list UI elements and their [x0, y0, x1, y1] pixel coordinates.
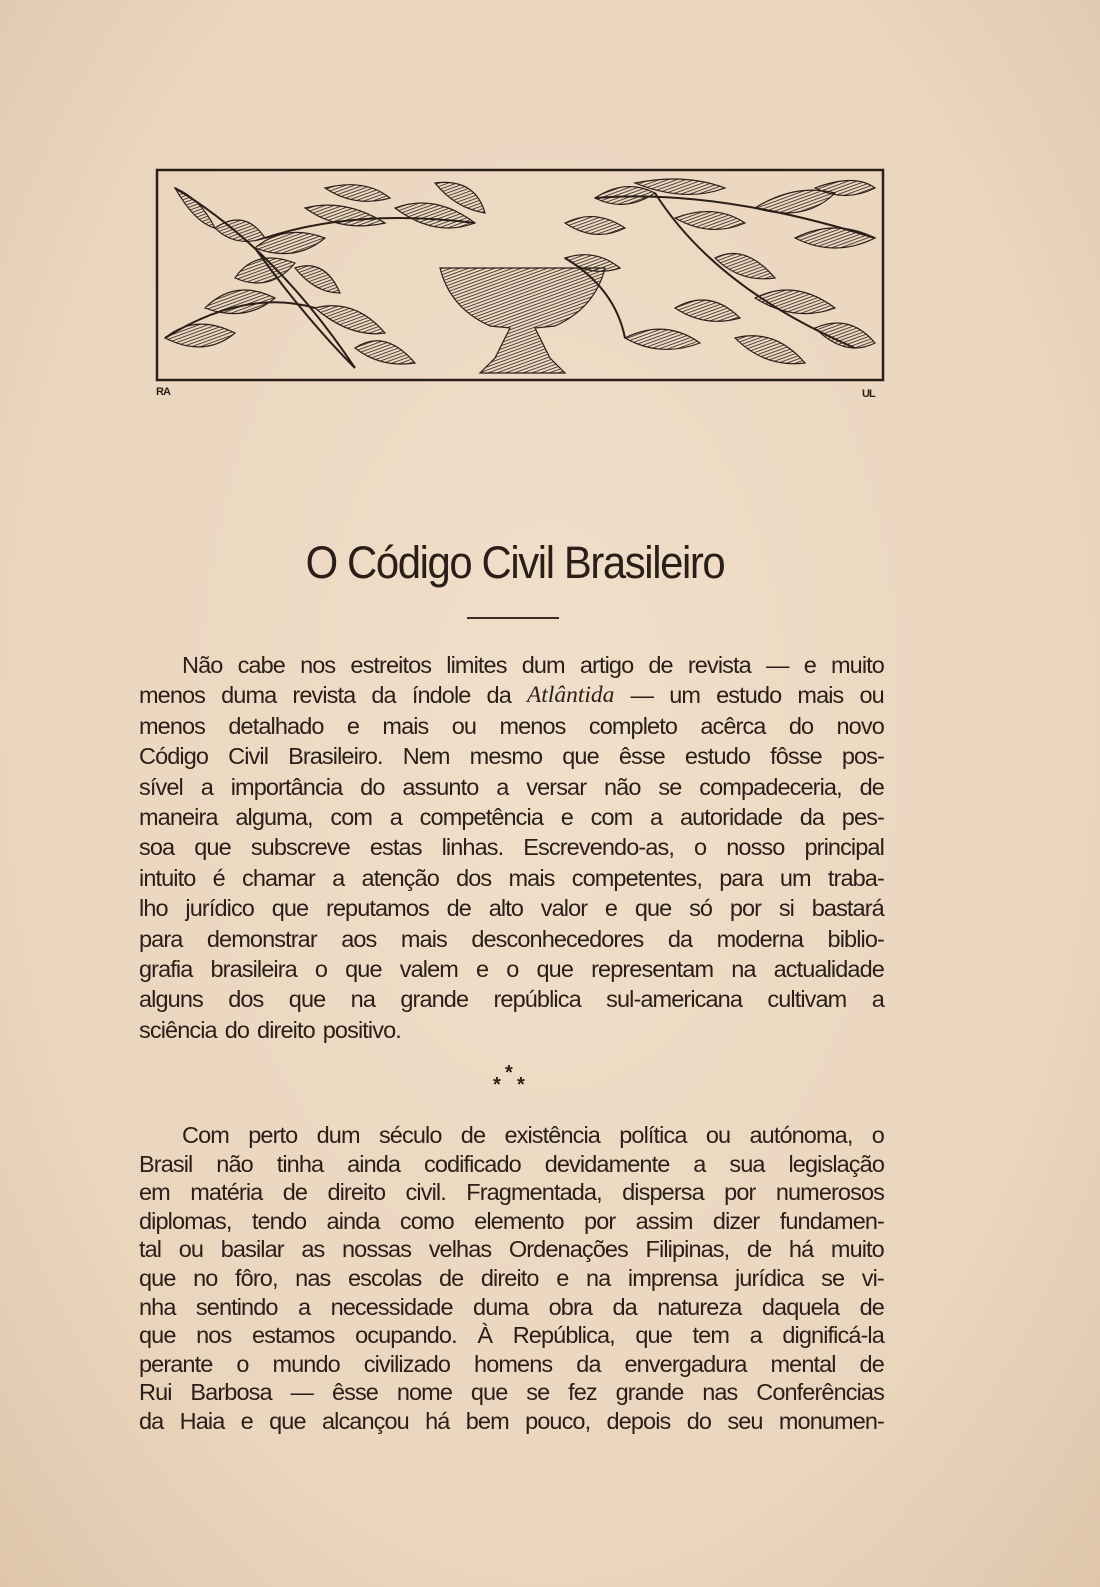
word: mundo — [272, 1350, 340, 1377]
word: um — [669, 682, 701, 709]
word: velhas — [428, 1236, 492, 1263]
word: da — [612, 1293, 637, 1320]
word: da — [371, 682, 396, 709]
word: necessidade — [330, 1293, 453, 1320]
word: a — [297, 1293, 311, 1320]
word: sentindo — [195, 1293, 278, 1320]
word: que — [470, 1379, 508, 1406]
word: Filipinas, — [645, 1236, 730, 1263]
word: perto — [248, 1122, 298, 1148]
word: limites — [446, 652, 507, 678]
word: sível — [139, 773, 183, 800]
paragraph-1 — [139, 650, 884, 1045]
word: nos — [196, 1322, 232, 1349]
asterism-divider: * * * — [493, 1062, 525, 1096]
word: muito — [831, 652, 884, 678]
word: do — [224, 1016, 250, 1043]
word: nas — [702, 1379, 738, 1406]
word: legislação — [788, 1150, 884, 1177]
word: novo — [836, 712, 884, 739]
word: e — [240, 1407, 253, 1434]
paragraph-2 — [139, 1121, 884, 1436]
word: sul-americana — [606, 986, 743, 1013]
word: moderna — [716, 925, 804, 952]
word: Civil — [228, 743, 269, 770]
word: fundamen- — [779, 1207, 884, 1234]
word: de — [282, 1179, 308, 1206]
text-line — [139, 1407, 884, 1436]
word: artigo — [579, 652, 634, 678]
word: nosso — [726, 834, 785, 861]
word: de — [746, 1236, 772, 1263]
word: — — [630, 682, 654, 709]
word: mental — [770, 1350, 836, 1377]
word: nas — [295, 1264, 331, 1291]
text-line — [139, 863, 884, 893]
text-line — [139, 1207, 884, 1236]
text-line — [139, 711, 884, 741]
word: natureza — [657, 1293, 742, 1320]
word: civilizado — [363, 1350, 451, 1377]
word: Nem — [402, 743, 450, 770]
text-line — [139, 650, 884, 680]
word: de — [648, 652, 673, 678]
word: menos — [499, 712, 566, 739]
word: mais — [797, 682, 844, 709]
word: devidamente — [544, 1150, 670, 1177]
word: que — [139, 1264, 176, 1291]
word: completo — [588, 712, 677, 739]
word: si — [778, 895, 794, 922]
article-title: O Código Civil Brasileiro — [305, 537, 725, 588]
word: por — [584, 1207, 616, 1234]
word: alcançou — [321, 1407, 409, 1434]
word: aos — [341, 925, 377, 952]
word: êsse — [618, 743, 665, 770]
word: tal — [139, 1236, 162, 1263]
text-line — [139, 1293, 884, 1322]
text-line — [139, 1150, 884, 1179]
word: da — [139, 1407, 164, 1434]
word: da — [486, 682, 511, 709]
word: é — [212, 864, 225, 891]
text-line — [139, 1015, 884, 1045]
word: se — [821, 1264, 845, 1291]
word: há — [788, 1236, 814, 1263]
word: século — [378, 1122, 442, 1148]
word: não — [216, 1150, 253, 1177]
word: se — [658, 773, 682, 800]
word: ou — [705, 1122, 731, 1148]
word: de — [438, 1264, 464, 1291]
word: dos — [228, 986, 264, 1013]
word: mesmo — [469, 743, 543, 770]
word: que — [288, 986, 326, 1013]
word: existência — [504, 1122, 600, 1148]
text-line — [139, 772, 884, 802]
word: como — [399, 1207, 454, 1234]
word: chamar — [242, 864, 315, 891]
word: obra — [548, 1293, 593, 1320]
word: muito — [830, 1236, 884, 1263]
word: mais — [382, 712, 429, 739]
word: que — [634, 895, 672, 922]
word: elemento — [474, 1207, 564, 1234]
word: estudo — [684, 743, 751, 770]
word: fez — [568, 1379, 597, 1406]
word: direito — [480, 1264, 539, 1291]
text-line — [139, 954, 884, 984]
word: basilar — [220, 1236, 284, 1263]
word: dispersa — [622, 1179, 704, 1206]
word: para — [719, 864, 763, 891]
word: que — [271, 895, 309, 922]
word: homens — [474, 1350, 553, 1377]
word: êsse — [331, 1379, 378, 1406]
word: nossas — [342, 1236, 412, 1263]
word: um — [779, 864, 811, 891]
word: por — [724, 1179, 756, 1206]
word: república — [493, 986, 581, 1013]
word: a — [389, 803, 402, 830]
word: do — [788, 712, 814, 739]
word: de — [460, 1122, 486, 1148]
word: e — [476, 955, 489, 982]
word: soa — [139, 834, 175, 861]
word: linhas. — [441, 834, 504, 861]
text-line — [139, 741, 884, 771]
word: se — [526, 1379, 550, 1406]
word: Com — [182, 1122, 229, 1148]
text-line — [139, 832, 884, 862]
word: traba- — [827, 864, 884, 891]
word: — — [765, 652, 789, 678]
word: e — [556, 1264, 569, 1291]
word: biblio- — [827, 925, 884, 952]
word: importância — [230, 773, 343, 800]
word: assunto — [402, 773, 479, 800]
word: reputamos — [325, 895, 429, 922]
word: representam — [591, 955, 714, 982]
word: do — [360, 773, 385, 800]
word: competência — [419, 803, 544, 830]
text-line — [139, 984, 884, 1014]
word: seu — [727, 1407, 763, 1434]
word: direito — [257, 1016, 315, 1043]
word: e — [346, 712, 360, 739]
word: direito — [327, 1179, 386, 1206]
word: o — [506, 955, 519, 982]
word: ou — [451, 712, 477, 739]
word: perante — [139, 1350, 213, 1377]
word: há — [425, 1407, 450, 1434]
word: valor — [540, 895, 588, 922]
word: fôsse — [770, 743, 822, 770]
word: estas — [369, 834, 422, 861]
word: grafia — [139, 955, 193, 982]
word: de — [859, 1293, 884, 1320]
word: competentes, — [571, 864, 702, 891]
word: alguns — [139, 986, 203, 1013]
word: jurídico — [185, 895, 254, 922]
word: civil. — [405, 1179, 446, 1206]
word: Barbosa — [190, 1379, 272, 1406]
word: actualidade — [773, 955, 884, 982]
word: intuito — [139, 864, 196, 891]
word: Escrevendo-as, — [523, 834, 674, 861]
word: dum — [521, 652, 565, 678]
word: República, — [512, 1322, 615, 1349]
word: ou — [178, 1236, 204, 1263]
text-line — [139, 1178, 884, 1207]
word: menos — [139, 712, 206, 739]
word: Código — [139, 743, 209, 770]
word: do — [686, 1407, 712, 1434]
word: que — [536, 955, 574, 982]
italic-word: Atlântida — [526, 682, 615, 709]
text-line — [139, 1235, 884, 1264]
laurel-vase-ornament — [155, 168, 885, 386]
word: Não — [182, 652, 223, 678]
word: só — [689, 895, 713, 922]
word: duma — [221, 682, 277, 709]
word: o — [236, 1350, 249, 1377]
word: nome — [396, 1379, 453, 1406]
word: ou — [859, 682, 884, 709]
word: pouco, — [525, 1407, 591, 1434]
word: as — [301, 1236, 325, 1263]
word: imprensa — [627, 1264, 718, 1291]
word: detalhado — [228, 712, 324, 739]
word: alto — [488, 895, 523, 922]
word: com — [590, 803, 633, 830]
word: e — [604, 895, 618, 922]
word: Haia — [179, 1407, 225, 1434]
word: dizer — [712, 1207, 760, 1234]
text-line — [139, 924, 884, 954]
word: da — [799, 803, 825, 830]
word: bem — [465, 1407, 509, 1434]
word: na — [350, 986, 375, 1013]
word: Fragmentada, — [466, 1179, 602, 1206]
word: ocupando. — [355, 1322, 457, 1349]
title-divider — [467, 617, 559, 619]
word: nha — [139, 1293, 176, 1320]
word: da — [667, 925, 693, 952]
word: de — [446, 895, 471, 922]
word: jurídica — [734, 1264, 804, 1291]
word: cultivam — [767, 986, 847, 1013]
word: a — [650, 803, 663, 830]
word: pes- — [841, 803, 884, 830]
word: a — [749, 1322, 762, 1349]
word: o — [314, 955, 328, 982]
word: grande — [615, 1379, 684, 1406]
word: em — [139, 1179, 170, 1206]
word: principal — [804, 834, 884, 861]
word: Conferências — [756, 1379, 884, 1406]
text-line — [139, 680, 884, 710]
text-line — [139, 1321, 884, 1350]
word: lho — [139, 895, 168, 922]
word: ainda — [347, 1150, 401, 1177]
word: tem — [692, 1322, 729, 1349]
word: no — [193, 1264, 218, 1291]
word: a — [496, 773, 509, 800]
word: da — [576, 1350, 601, 1377]
word: que — [562, 743, 599, 770]
word: para — [139, 925, 183, 952]
text-line — [139, 1121, 884, 1150]
word: envergadura — [624, 1350, 747, 1377]
word: Rui — [139, 1379, 172, 1406]
word: a — [693, 1150, 706, 1177]
word: sua — [729, 1150, 765, 1177]
word: duma — [473, 1293, 529, 1320]
word: dignificá-la — [782, 1322, 884, 1349]
word: cabe — [237, 652, 285, 678]
word: sciência — [139, 1016, 217, 1043]
word: por — [729, 895, 762, 922]
text-line — [139, 802, 884, 832]
word: ainda — [326, 1207, 380, 1234]
word: que — [139, 1322, 176, 1349]
word: assim — [635, 1207, 693, 1234]
word: fôro, — [235, 1264, 278, 1291]
word: À — [477, 1322, 493, 1349]
word: maneira — [139, 803, 218, 830]
word: com — [330, 803, 373, 830]
word: mais — [400, 925, 447, 952]
word: que — [345, 955, 382, 982]
word: positivo. — [322, 1016, 401, 1043]
word: na — [731, 955, 756, 982]
word: estamos — [251, 1322, 335, 1349]
word: não — [604, 773, 641, 800]
word: codificado — [423, 1150, 521, 1177]
word: depois — [606, 1407, 671, 1434]
word: diplomas, — [139, 1207, 232, 1234]
word: — — [290, 1379, 314, 1406]
text-line — [139, 1350, 884, 1379]
word: desconhecedores — [471, 925, 644, 952]
word: que — [269, 1407, 306, 1434]
word: Brasileiro. — [288, 743, 383, 770]
word: a — [871, 986, 884, 1013]
word: matéria — [190, 1179, 263, 1206]
artist-initials-left: RA — [156, 386, 170, 398]
word: vi- — [861, 1264, 884, 1291]
word: tendo — [251, 1207, 307, 1234]
word: brasileira — [210, 955, 297, 982]
word: revista — [292, 682, 356, 709]
word: versar — [526, 773, 587, 800]
word: nos — [300, 652, 336, 678]
word: bastará — [811, 895, 884, 922]
word: e — [560, 803, 573, 830]
text-line — [139, 1264, 884, 1293]
word: pos- — [841, 743, 884, 770]
word: que — [635, 1322, 672, 1349]
word: dum — [316, 1122, 360, 1148]
word: estudo — [716, 682, 782, 709]
word: e — [803, 652, 816, 678]
word: Ordenações — [508, 1236, 628, 1263]
word: compadeceria, — [699, 773, 842, 800]
word: alguma, — [235, 803, 313, 830]
word: demonstrar — [206, 925, 317, 952]
word: grande — [400, 986, 469, 1013]
word: que — [194, 834, 231, 861]
word: Brasil — [139, 1150, 193, 1177]
word: a — [332, 864, 345, 891]
word: dos — [456, 864, 492, 891]
word: autoridade — [679, 803, 783, 830]
word: valem — [399, 955, 458, 982]
word: a — [200, 773, 213, 800]
word: mais — [508, 864, 555, 891]
word: menos — [139, 682, 206, 709]
word: autónoma, — [749, 1122, 853, 1148]
word: o — [694, 834, 707, 861]
word: acêrca — [700, 712, 766, 739]
word: monumen- — [778, 1407, 884, 1434]
word: índole — [411, 682, 471, 709]
word: numerosos — [775, 1179, 884, 1206]
word: de — [859, 1350, 884, 1377]
word: política — [619, 1122, 687, 1148]
word: subscreve — [250, 834, 350, 861]
word: estreitos — [350, 652, 432, 678]
artist-initials-right: UL — [862, 388, 875, 400]
text-line — [139, 893, 884, 923]
word: na — [585, 1264, 611, 1291]
word: daquela — [761, 1293, 840, 1320]
word: de — [859, 773, 884, 800]
word: revista — [687, 652, 751, 678]
word: escolas — [347, 1264, 422, 1291]
word: tinha — [276, 1150, 324, 1177]
word: o — [871, 1122, 884, 1148]
word: atenção — [361, 864, 439, 891]
text-line — [139, 1378, 884, 1407]
